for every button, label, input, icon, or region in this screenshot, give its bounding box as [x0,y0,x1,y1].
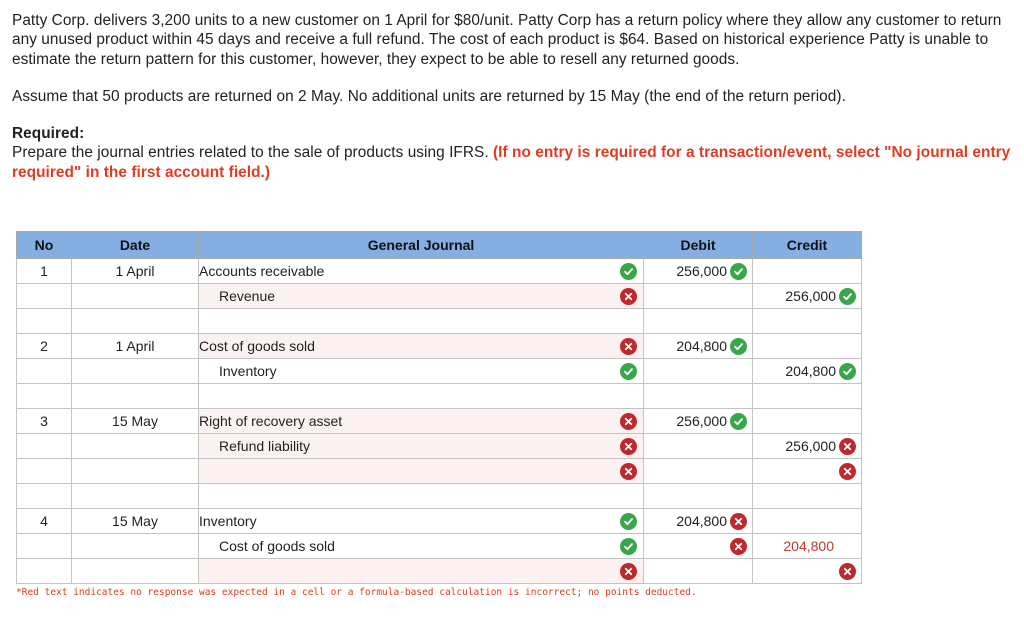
table-row [17,509,862,534]
credit-cell[interactable] [753,434,862,459]
credit-cell[interactable] [753,259,862,284]
date-cell[interactable] [72,359,199,384]
header-credit: Credit [753,232,862,259]
date-cell[interactable]: 1 April [72,259,199,284]
x-icon [839,463,856,480]
table-row [17,484,862,509]
account-cell[interactable] [199,434,644,459]
entry-number-cell [17,384,72,409]
account-name: Cost of goods sold [199,338,315,354]
credit-cell[interactable] [753,459,862,484]
account-cell[interactable] [199,484,644,509]
check-icon [620,513,637,530]
entry-number-cell [17,559,72,584]
header-date: Date [72,232,199,259]
entry-number-cell [17,309,72,334]
header-no: No [17,232,72,259]
credit-cell[interactable] [753,359,862,384]
entry-number-cell [17,359,72,384]
account-name: Right of recovery asset [199,413,343,429]
required-text: Prepare the journal entries related to the sale of products using IFRS. [12,144,489,162]
check-icon [730,338,747,355]
entry-number-cell: 1 [17,259,72,284]
table-row [17,284,862,309]
account-cell[interactable] [199,534,644,559]
question-text [12,11,1017,182]
account-name: Inventory [199,513,257,529]
debit-amount: 204,800 [676,338,727,354]
date-cell[interactable] [72,309,199,334]
debit-cell[interactable] [644,459,753,484]
entry-number-cell [17,434,72,459]
date-cell[interactable] [72,559,199,584]
credit-cell[interactable] [753,284,862,309]
entry-number-cell [17,534,72,559]
debit-cell[interactable] [644,534,753,559]
account-name: Accounts receivable [199,263,325,279]
credit-amount: 256,000 [785,438,836,454]
account-cell[interactable] [199,409,644,434]
debit-cell[interactable] [644,484,753,509]
table-row [17,334,862,359]
debit-cell[interactable] [644,509,753,534]
check-icon [839,363,856,380]
credit-cell[interactable] [753,409,862,434]
account-cell[interactable] [199,259,644,284]
entry-number-cell: 3 [17,409,72,434]
date-cell[interactable] [72,284,199,309]
footnote: *Red text indicates no response was expected in a cell or a formula-based calculation is incorrect; no points deducted. [16,587,697,598]
table-row [17,559,862,584]
debit-cell[interactable] [644,284,753,309]
account-cell[interactable] [199,284,644,309]
table-row [17,434,862,459]
x-icon [620,413,637,430]
header-general-journal: General Journal [199,232,644,259]
account-cell[interactable] [199,309,644,334]
entry-number-cell: 4 [17,509,72,534]
debit-amount: 256,000 [676,413,727,429]
question-paragraph-2: Assume that 50 products are returned on 2 May. No additional units are returned by 15 May (the end of the return period). [12,87,846,105]
account-cell[interactable] [199,334,644,359]
check-icon [620,363,637,380]
table-row [17,384,862,409]
x-icon [620,288,637,305]
debit-cell[interactable] [644,559,753,584]
question-paragraph-1: Patty Corp. delivers 3,200 units to a new customer on 1 April for $80/unit. Patty Corp has a return policy where they allow any customer to return any unused product within 45 days and receive a full refund. The cost of each product is $64. Based on historical experience Patty is unable to estimate the return pattern for this customer, however, they expect to be able to resell any returned goods. [12,12,1002,68]
table-row [17,409,862,434]
account-cell[interactable] [199,459,644,484]
date-cell[interactable] [72,384,199,409]
debit-cell[interactable] [644,359,753,384]
credit-cell[interactable] [753,534,862,559]
debit-cell[interactable] [644,259,753,284]
header-debit: Debit [644,232,753,259]
date-cell[interactable] [72,534,199,559]
check-icon [730,263,747,280]
credit-cell[interactable] [753,384,862,409]
account-name: Inventory [219,363,277,379]
debit-cell[interactable] [644,384,753,409]
x-icon [620,438,637,455]
debit-cell[interactable] [644,309,753,334]
check-icon [730,413,747,430]
account-cell[interactable] [199,359,644,384]
date-cell[interactable] [72,459,199,484]
journal-table [16,231,862,584]
credit-cell[interactable] [753,509,862,534]
date-cell[interactable]: 1 April [72,334,199,359]
debit-cell[interactable] [644,334,753,359]
check-icon [620,263,637,280]
account-name: Revenue [219,288,276,304]
check-icon [620,538,637,555]
credit-cell[interactable] [753,484,862,509]
required-note: (If no entry is required for a transaction/event, select "No journal entry required" in the first account field.) [12,144,1011,181]
table-row [17,309,862,334]
date-cell[interactable]: 15 May [72,509,199,534]
entry-number-cell [17,484,72,509]
debit-amount: 204,800 [676,513,727,529]
account-cell[interactable] [199,509,644,534]
journal-table-body [17,259,862,584]
debit-amount: 256,000 [676,263,727,279]
account-name: Cost of goods sold [219,538,335,554]
credit-amount: 256,000 [785,288,836,304]
table-row [17,359,862,384]
table-header-row [17,232,862,259]
account-cell[interactable] [199,559,644,584]
x-icon [730,513,747,530]
debit-cell[interactable] [644,434,753,459]
table-row [17,459,862,484]
table-row [17,259,862,284]
account-cell[interactable] [199,384,644,409]
x-icon [839,563,856,580]
account-name: Refund liability [219,438,311,454]
x-icon [620,338,637,355]
credit-cell[interactable] [753,334,862,359]
date-cell[interactable]: 15 May [72,409,199,434]
x-icon [620,463,637,480]
x-icon [839,438,856,455]
entry-number-cell: 2 [17,334,72,359]
entry-number-cell [17,459,72,484]
credit-cell[interactable] [753,559,862,584]
credit-amount: 204,800 [785,363,836,379]
date-cell[interactable] [72,434,199,459]
check-icon [839,288,856,305]
date-cell[interactable] [72,484,199,509]
required-heading: Required: [12,125,85,143]
debit-cell[interactable] [644,409,753,434]
required-instructions [12,143,1017,182]
x-icon [620,563,637,580]
credit-amount: 204,800 [783,538,834,554]
credit-cell[interactable] [753,309,862,334]
entry-number-cell [17,284,72,309]
x-icon [730,538,747,555]
table-row [17,534,862,559]
